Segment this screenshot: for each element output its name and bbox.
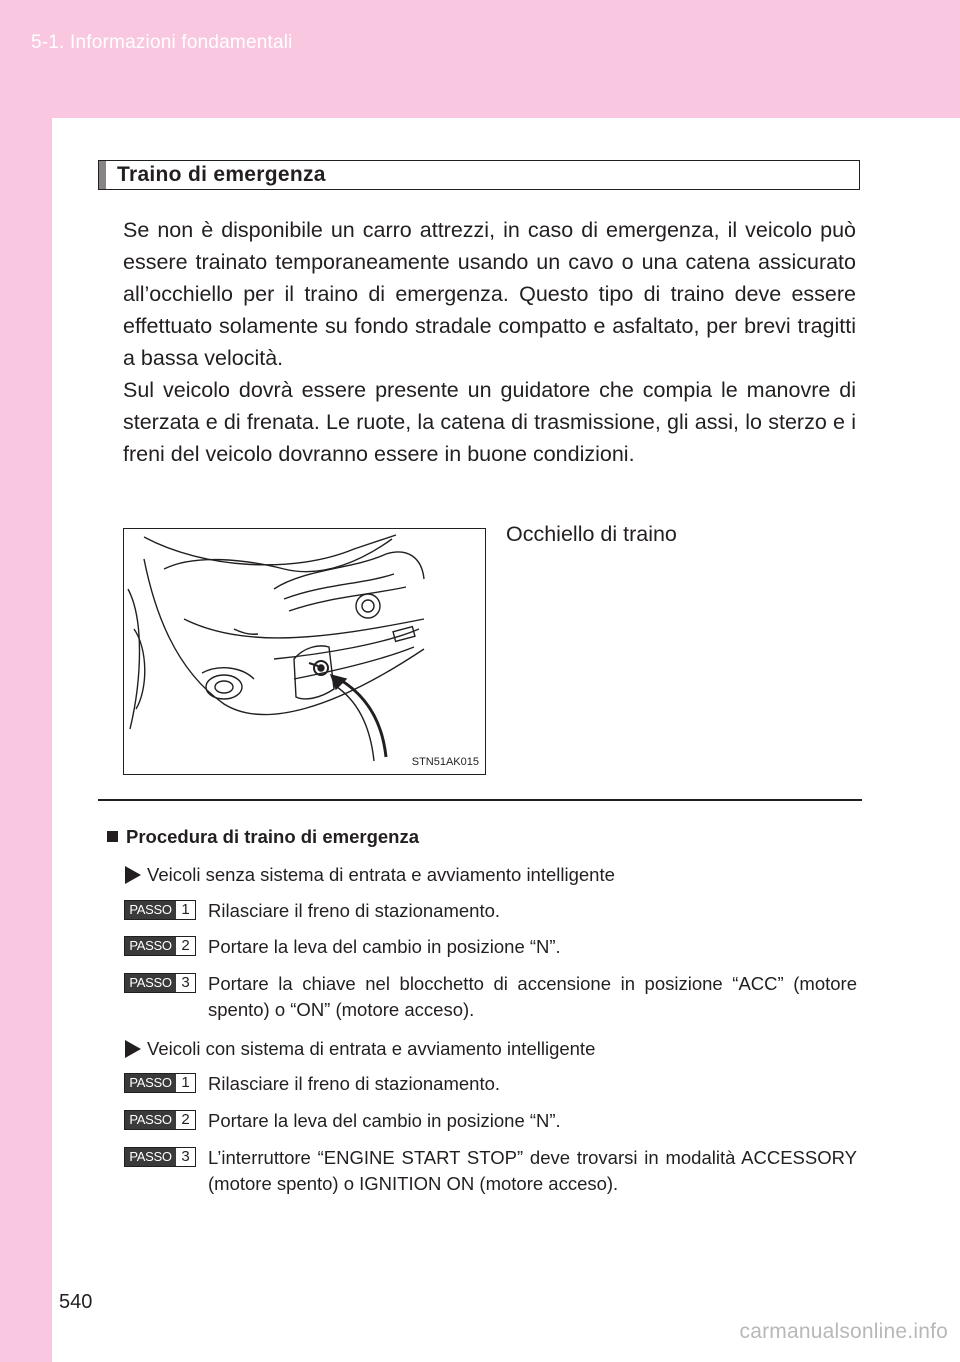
- triangle-bullet-icon: [125, 866, 141, 884]
- step-text: Rilasciare il freno di stazionamento.: [208, 1073, 501, 1094]
- side-band: [0, 118, 52, 1362]
- procedure-heading: [107, 826, 419, 848]
- step-badge: PASSO 3: [124, 973, 196, 993]
- towing-eyelet-illustration: [123, 528, 486, 775]
- section-title: Traino di emergenza: [117, 163, 326, 186]
- heading-marker: [99, 161, 106, 189]
- header-band: [0, 0, 960, 118]
- step-text: Portare la chiave nel blocchetto di accensione in posizione “ACC” (motore spento) o “ON” (motore acceso).: [208, 973, 857, 1020]
- triangle-bullet-icon: [125, 1040, 141, 1058]
- square-bullet-icon: [107, 831, 118, 842]
- step-text: L’interruttore “ENGINE START STOP” deve trovarsi in modalità ACCESSORY (motore spento) o IGNITION ON (motore acceso).: [208, 1147, 857, 1194]
- condition-paragraph: Sul veicolo dovrà essere presente un guidatore che compia le manovre di sterzata e di frenata. Le ruote, la catena di trasmissione, gli assi, lo sterzo e i freni del veicolo dovranno essere in buone condizioni.: [123, 378, 856, 466]
- step-badge: PASSO 2: [124, 1110, 196, 1130]
- step-badge: PASSO 1: [124, 900, 196, 920]
- step-badge: PASSO 1: [124, 1073, 196, 1093]
- procedure-title: Procedura di traino di emergenza: [126, 826, 419, 847]
- figure-callout: Occhiello di traino: [506, 522, 677, 546]
- step-badge: PASSO 2: [124, 936, 196, 956]
- section-label: 5-1. Informazioni fondamentali: [31, 32, 293, 53]
- intro-paragraph: Se non è disponibile un carro attrezzi, in caso di emergenza, il veicolo può essere trainato temporaneamente usando un cavo o una catena assicurato all’occhiello per il traino di emergenza. Questo tipo di traino deve essere effettuato solamente su fondo stradale compatto e asfaltato, per brevi tragitti a bassa velocità.: [123, 218, 856, 370]
- step-text: Rilasciare il freno di stazionamento.: [208, 900, 501, 921]
- step-text: Portare la leva del cambio in posizione “N”.: [208, 1110, 561, 1131]
- variant-heading: [125, 864, 615, 886]
- variant-title: Veicoli senza sistema di entrata e avviamento intelligente: [147, 864, 615, 885]
- section-divider: [98, 799, 862, 801]
- step-badge: PASSO 3: [124, 1147, 196, 1167]
- car-front-drawing: [124, 529, 486, 775]
- step-text: Portare la leva del cambio in posizione “N”.: [208, 936, 561, 957]
- variant-heading: [125, 1038, 595, 1060]
- variant-title: Veicoli con sistema di entrata e avviamento intelligente: [147, 1038, 596, 1059]
- section-heading: [98, 160, 860, 190]
- watermark: carmanualsonline.info: [739, 1320, 948, 1343]
- figure-code: STN51AK015: [411, 756, 479, 768]
- page-number: 540: [59, 1291, 93, 1313]
